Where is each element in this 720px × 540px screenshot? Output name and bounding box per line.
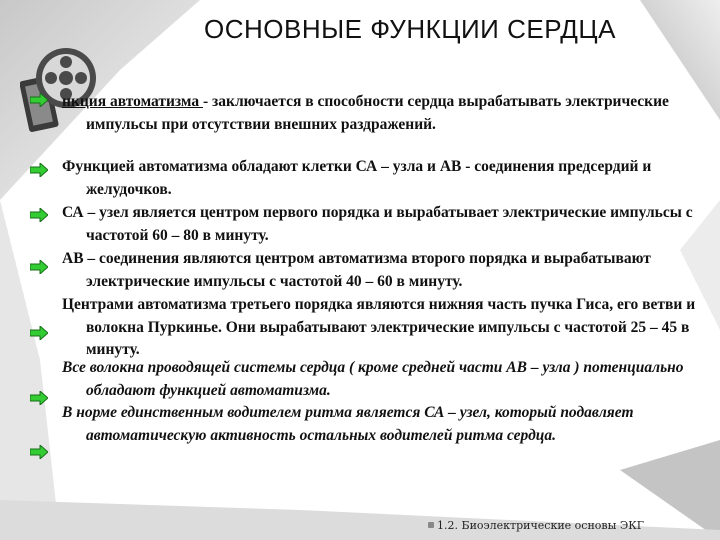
paragraph-av-junction: АВ – соединения являются центром автоматизма второго порядка и вырабатывают электрические импульсы с частотой 40 – 60 в минуту. xyxy=(62,250,651,290)
paragraph-potential-automatism: Все волокна проводящей системы сердца ( кроме средней части АВ – узла ) потенциально обладают функцией автоматизма. xyxy=(62,359,684,399)
paragraph-third-order: Центрами автоматизма третьего порядка являются нижняя часть пучка Гиса, его ветви и волокна Пуркинье. Они вырабатывают электрические импульсы с частотой 25 – 45 в минуту. xyxy=(62,296,696,358)
footer-bullet-icon xyxy=(428,522,434,528)
footer-text: 1.2. Биоэлектрические основы ЭКГ xyxy=(437,519,645,532)
paragraph-sa-node: СА – узел является центром первого порядка и вырабатывает электрические импульсы с частотой 60 – 80 в минуту. xyxy=(62,204,693,244)
green-arrow-icon xyxy=(30,326,48,340)
green-arrow-icon xyxy=(30,445,48,459)
green-arrow-icon xyxy=(30,260,48,274)
slide-title: ОСНОВНЫЕ ФУНКЦИИ СЕРДЦА xyxy=(204,14,616,44)
paragraph-automatism-definition xyxy=(62,91,706,136)
paragraph-automatism-cells: Функцией автоматизма обладают клетки СА – узла и АВ - соединения предсердий и желудочков. xyxy=(62,158,652,198)
green-arrow-icon xyxy=(30,163,48,177)
paragraph-pacemaker: В норме единственным водителем ритма является СА – узел, который подавляет автоматическую активность остальных водителей ритма сердца. xyxy=(62,404,634,444)
term-automatism: нкция автоматизма xyxy=(62,93,204,110)
green-arrow-icon xyxy=(30,208,48,222)
green-arrow-icon xyxy=(30,93,48,107)
green-arrow-icon xyxy=(30,391,48,405)
paragraph-text: - заключается в способности сердца вырабатывать электрические импульсы при отсутствии внешних раздражений. xyxy=(86,93,669,133)
slide-footer xyxy=(428,519,644,532)
